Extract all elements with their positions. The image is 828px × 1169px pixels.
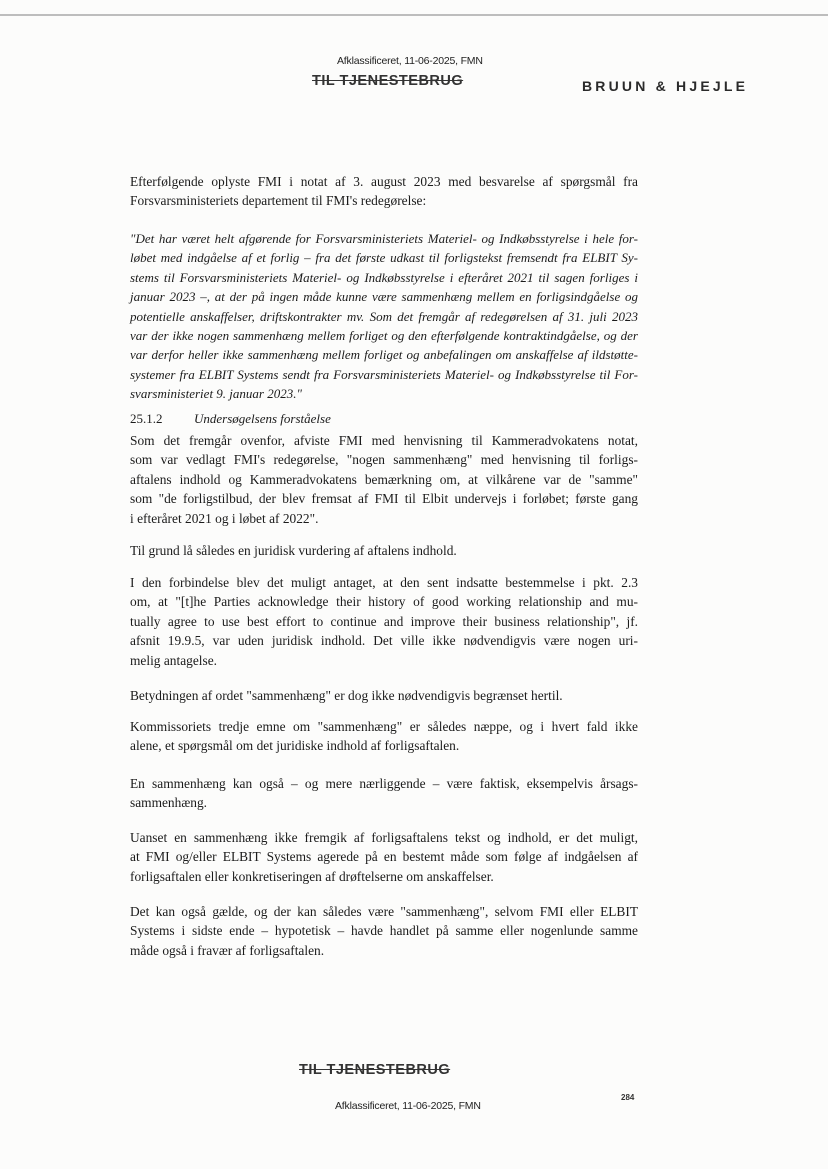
- section-heading: [130, 411, 331, 427]
- section-number: 25.1.2: [130, 411, 163, 426]
- text-line: aftalens indhold og Kammeradvokatens bemærkning om, at vilkårene var de "samme": [130, 471, 638, 487]
- text-line: En sammenhæng kan også – og mere nærliggende – være faktisk, eksempelvis årsags-: [130, 776, 638, 791]
- text-line: som "de forligstilbud, der blev fremsat af FMI til Elbit undervejs i forløbet; første gang: [130, 491, 638, 507]
- text-line: var derfor heller ikke sammenhæng mellem forliget og anbefalingen om anskaffelse af ildstøtte-: [130, 347, 638, 363]
- text-line: Systems i sidste ende – hypotetisk – havde handlet på samme eller nogenlunde samme: [130, 923, 638, 939]
- paragraph-7: [130, 774, 638, 813]
- classification-header: TIL TJENESTEBRUG: [312, 73, 464, 89]
- text-line: tually agree to use best effort to continue and improve their business relationship", jf.: [130, 613, 638, 629]
- text-line: potentielle anskaffelser, driftskontrakter mv. Som det fremgår af redegørelsen af 31. juli 2023: [130, 308, 638, 324]
- paragraph-3: [130, 541, 638, 560]
- text-line: Kommissoriets tredje emne om "sammenhæng" er således næppe, og i hvert fald ikke: [130, 719, 638, 734]
- declassification-stamp-top: Afklassificeret, 11-06-2025, FMN: [337, 55, 483, 67]
- declassification-stamp-bottom: Afklassificeret, 11-06-2025, FMN: [335, 1100, 481, 1112]
- text-line: var der ikke nogen sammenhæng mellem forliget og den efterfølgende kontraktindgåelse, og der: [130, 328, 638, 344]
- text-line: Betydningen af ordet "sammenhæng" er dog ikke nødvendigvis begrænset hertil.: [130, 688, 563, 703]
- text-line: Forsvarsministeriets departement til FMI's redegørelse:: [130, 193, 427, 209]
- text-line: forligsaftalen eller konkretiseringen af drøftelserne om anskaffelser.: [130, 868, 494, 884]
- paragraph-8: [130, 828, 638, 886]
- text-line: Det kan også gælde, og der kan således være "sammenhæng", selvom FMI eller ELBIT: [130, 904, 638, 919]
- text-line: alene, et spørgsmål om det juridiske indhold af forligsaftalen.: [130, 738, 460, 754]
- text-line: januar 2023 –, at der på ingen måde kunne være sammenhæng mellem en forligsindgåelse og: [130, 289, 638, 305]
- text-line: Til grund lå således en juridisk vurdering af aftalens indhold.: [130, 543, 457, 558]
- text-line: i efteråret 2021 og i løbet af 2022".: [130, 510, 319, 526]
- page-number: 284: [621, 1093, 635, 1102]
- text-line: sammenhæng.: [130, 795, 207, 811]
- paragraph-4: [130, 573, 638, 670]
- section-title: Undersøgelsens forståelse: [194, 411, 331, 426]
- text-line: afsnit 19.9.5, var uden juridisk indhold. Det ville ikke nødvendigvis være nogen uri-: [130, 633, 638, 649]
- text-line: Som det fremgår ovenfor, afviste FMI med henvisning til Kammeradvokatens notat,: [130, 433, 638, 448]
- text-line: at FMI og/eller ELBIT Systems agerede på en bestemt måde som følge af indgåelsen af: [130, 849, 638, 865]
- scan-edge-line: [0, 14, 828, 16]
- paragraph-2: [130, 431, 638, 528]
- paragraph-5: [130, 686, 638, 705]
- text-line: løbet med indgåelse af et forlig – fra det første udkast til forligstekst fremsendt fra ELBIT Sy-: [130, 250, 638, 266]
- firm-logo: BRUUN & HJEJLE: [582, 78, 749, 94]
- text-line: I den forbindelse blev det muligt antaget, at den sent indsatte bestemmelse i pkt. 2.3: [130, 575, 638, 590]
- paragraph-6: [130, 717, 638, 756]
- text-line: om, at "[t]he Parties acknowledge their history of good working relationship and mu-: [130, 594, 638, 610]
- text-line: "Det har været helt afgørende for Forsvarsministeriets Materiel- og Indkøbsstyrelse i hele for-: [130, 231, 638, 246]
- text-line: melig antagelse.: [130, 652, 218, 668]
- text-line: som var vedlagt FMI's redegørelse, "nogen sammenhæng" med henvisning til forligs-: [130, 452, 638, 468]
- text-line: svarsministeriet 9. januar 2023.": [130, 386, 302, 402]
- text-line: måde også i fravær af forligsaftalen.: [130, 942, 325, 958]
- text-line: systemer fra ELBIT Systems sendt fra Forsvarsministeriets Materiel- og Indkøbsstyrelse til For-: [130, 366, 638, 382]
- paragraph-intro: [130, 172, 638, 211]
- classification-footer: TIL TJENESTEBRUG: [299, 1062, 451, 1078]
- quote-block: [130, 229, 638, 404]
- text-line: Uanset en sammenhæng ikke fremgik af forligsaftalens tekst og indhold, er det muligt,: [130, 830, 638, 845]
- text-line: stems til Forsvarsministeriets Materiel- og Indkøbsstyrelse i efteråret 2021 til sagen forliges i: [130, 269, 638, 285]
- paragraph-9: [130, 902, 638, 960]
- text-line: Efterfølgende oplyste FMI i notat af 3. august 2023 med besvarelse af spørgsmål fra: [130, 174, 638, 189]
